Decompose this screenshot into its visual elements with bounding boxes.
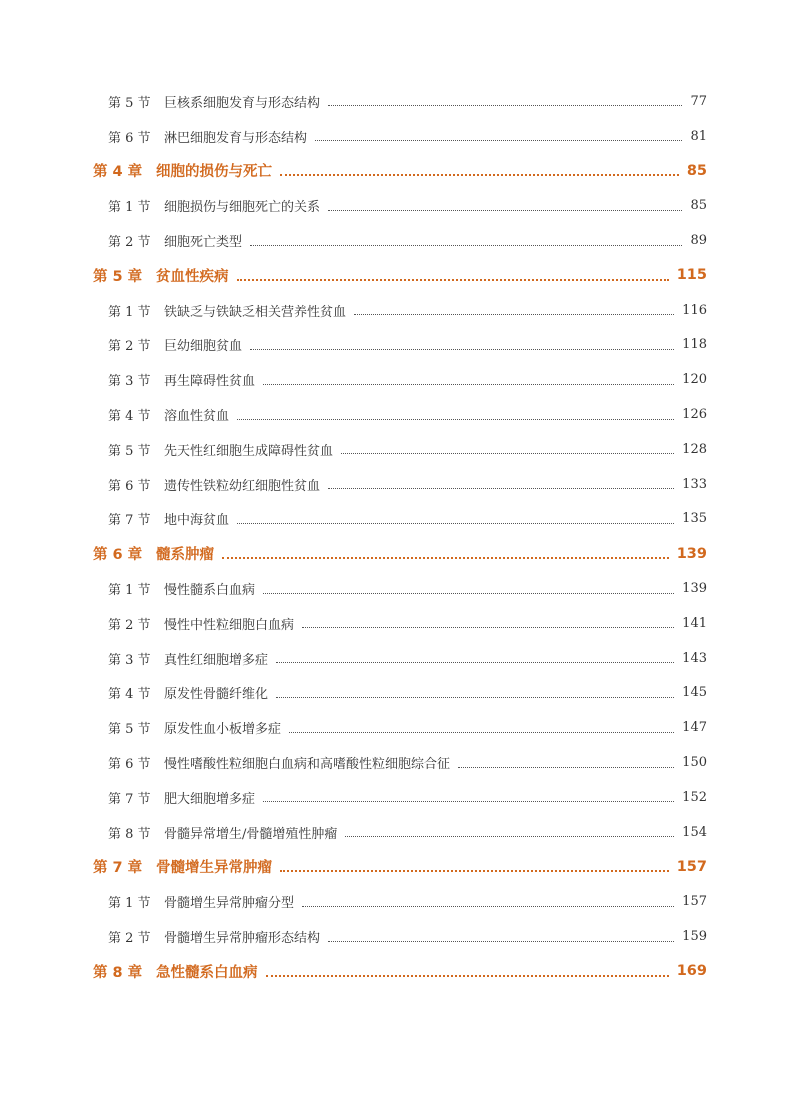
- dot-leader: [345, 835, 674, 837]
- dot-leader: [328, 487, 674, 489]
- section-number: 第 8 节: [108, 826, 151, 842]
- section-number: 第 6 节: [108, 130, 151, 146]
- section-title: 淋巴细胞发育与形态结构: [164, 130, 308, 146]
- section-title: 骨髓增生异常肿瘤形态结构: [164, 931, 321, 947]
- section-title: 原发性骨髓纤维化: [164, 687, 269, 703]
- toc-section-entry[interactable]: [0, 223, 800, 258]
- chapter-number: 第 6 章: [93, 547, 143, 564]
- section-title: 地中海贫血: [164, 513, 230, 529]
- toc-section-entry[interactable]: [0, 710, 800, 745]
- toc-chapter-entry[interactable]: [0, 154, 800, 189]
- dot-leader: [250, 348, 674, 350]
- dot-leader: [289, 731, 674, 733]
- toc-section-entry[interactable]: [0, 397, 800, 432]
- section-number: 第 4 节: [108, 409, 151, 425]
- toc-chapter-entry[interactable]: [0, 258, 800, 293]
- toc-section-entry[interactable]: [0, 815, 800, 850]
- section-number: 第 7 节: [108, 513, 151, 529]
- section-number: 第 1 节: [108, 896, 151, 912]
- page-number: 135: [682, 511, 707, 527]
- section-title: 细胞损伤与细胞死亡的关系: [164, 200, 321, 216]
- section-title: 先天性红细胞生成障碍性贫血: [164, 443, 334, 459]
- toc-section-entry[interactable]: [0, 293, 800, 328]
- toc-section-entry[interactable]: [0, 362, 800, 397]
- chapter-title: 细胞的损伤与死亡: [156, 164, 272, 181]
- section-title: 慢性髓系白血病: [164, 583, 256, 599]
- page-number: 139: [676, 545, 707, 562]
- dot-leader: [237, 278, 669, 281]
- chapter-title: 急性髓系白血病: [156, 964, 258, 981]
- dot-leader: [328, 104, 682, 106]
- section-title: 细胞死亡类型: [164, 235, 243, 251]
- toc-section-entry[interactable]: [0, 919, 800, 954]
- section-title: 慢性中性粒细胞白血病: [164, 617, 295, 633]
- dot-leader: [302, 905, 674, 907]
- section-number: 第 2 节: [108, 339, 151, 355]
- dot-leader: [266, 974, 669, 977]
- page-number: 157: [682, 894, 707, 910]
- section-title: 铁缺乏与铁缺乏相关营养性贫血: [164, 304, 347, 320]
- page-number: 133: [682, 476, 707, 492]
- page-number: 143: [682, 650, 707, 666]
- page-number: 128: [682, 441, 707, 457]
- section-title: 再生障碍性贫血: [164, 374, 256, 390]
- page-number: 115: [676, 267, 707, 284]
- chapter-number: 第 8 章: [93, 964, 143, 981]
- section-number: 第 2 节: [108, 235, 151, 251]
- section-number: 第 2 节: [108, 931, 151, 947]
- section-title: 骨髓异常增生/骨髓增殖性肿瘤: [164, 826, 338, 842]
- section-title: 巨幼细胞贫血: [164, 339, 243, 355]
- page-number: 152: [682, 789, 707, 805]
- toc-section-entry[interactable]: [0, 502, 800, 537]
- page-number: 118: [682, 337, 707, 353]
- toc-section-entry[interactable]: [0, 188, 800, 223]
- section-number: 第 1 节: [108, 304, 151, 320]
- section-number: 第 6 节: [108, 478, 151, 494]
- section-title: 真性红细胞增多症: [164, 652, 269, 668]
- toc-section-entry[interactable]: [0, 571, 800, 606]
- toc-section-entry[interactable]: [0, 606, 800, 641]
- page-number: 85: [690, 198, 707, 214]
- table-of-contents: [0, 84, 800, 989]
- dot-leader: [280, 173, 679, 176]
- toc-chapter-entry[interactable]: [0, 850, 800, 885]
- chapter-number: 第 7 章: [93, 860, 143, 877]
- page-number: 141: [682, 615, 707, 631]
- page-number: 89: [690, 233, 707, 249]
- page-number: 77: [690, 93, 707, 109]
- section-title: 原发性血小板增多症: [164, 722, 282, 738]
- toc-section-entry[interactable]: [0, 676, 800, 711]
- dot-leader: [263, 592, 674, 594]
- dot-leader: [328, 940, 674, 942]
- chapter-title: 髓系肿瘤: [156, 547, 214, 564]
- dot-leader: [250, 244, 682, 246]
- chapter-title: 骨髓增生异常肿瘤: [156, 860, 272, 877]
- dot-leader: [276, 696, 674, 698]
- dot-leader: [263, 800, 674, 802]
- toc-section-entry[interactable]: [0, 884, 800, 919]
- page-number: 85: [686, 162, 707, 179]
- section-title: 溶血性贫血: [164, 409, 230, 425]
- section-number: 第 5 节: [108, 722, 151, 738]
- page-number: 169: [676, 963, 707, 980]
- dot-leader: [302, 626, 674, 628]
- chapter-number: 第 5 章: [93, 268, 143, 285]
- section-title: 肥大细胞增多症: [164, 791, 256, 807]
- page-number: 157: [676, 858, 707, 875]
- section-title: 遗传性铁粒幼红细胞性贫血: [164, 478, 321, 494]
- toc-chapter-entry[interactable]: [0, 954, 800, 989]
- dot-leader: [237, 522, 674, 524]
- section-number: 第 5 节: [108, 95, 151, 111]
- section-number: 第 1 节: [108, 583, 151, 599]
- section-number: 第 7 节: [108, 791, 151, 807]
- dot-leader: [328, 209, 682, 211]
- dot-leader: [458, 766, 674, 768]
- dot-leader: [237, 418, 674, 420]
- toc-section-entry[interactable]: [0, 641, 800, 676]
- dot-leader: [341, 452, 674, 454]
- dot-leader: [354, 313, 674, 315]
- section-title: 巨核系细胞发育与形态结构: [164, 95, 321, 111]
- page-number: 154: [682, 824, 707, 840]
- chapter-number: 第 4 章: [93, 164, 143, 181]
- page-number: 159: [682, 929, 707, 945]
- page-number: 139: [682, 581, 707, 597]
- dot-leader: [263, 383, 674, 385]
- toc-section-entry[interactable]: [0, 328, 800, 363]
- page-number: 116: [682, 302, 707, 318]
- toc-section-entry[interactable]: [0, 84, 800, 119]
- dot-leader: [222, 556, 669, 559]
- page-number: 126: [682, 407, 707, 423]
- section-number: 第 3 节: [108, 652, 151, 668]
- toc-section-entry[interactable]: [0, 745, 800, 780]
- dot-leader: [315, 139, 682, 141]
- toc-section-entry[interactable]: [0, 467, 800, 502]
- section-number: 第 6 节: [108, 757, 151, 773]
- toc-section-entry[interactable]: [0, 432, 800, 467]
- section-number: 第 1 节: [108, 200, 151, 216]
- section-number: 第 2 节: [108, 617, 151, 633]
- dot-leader: [276, 661, 674, 663]
- dot-leader: [280, 869, 669, 872]
- toc-section-entry[interactable]: [0, 119, 800, 154]
- page-number: 145: [682, 685, 707, 701]
- page-number: 150: [682, 755, 707, 771]
- section-number: 第 5 节: [108, 443, 151, 459]
- page-number: 81: [690, 128, 707, 144]
- section-title: 慢性嗜酸性粒细胞白血病和高嗜酸性粒细胞综合征: [164, 757, 451, 773]
- section-number: 第 4 节: [108, 687, 151, 703]
- section-title: 骨髓增生异常肿瘤分型: [164, 896, 295, 912]
- page-number: 147: [682, 720, 707, 736]
- chapter-title: 贫血性疾病: [156, 268, 229, 285]
- toc-chapter-entry[interactable]: [0, 536, 800, 571]
- section-number: 第 3 节: [108, 374, 151, 390]
- toc-section-entry[interactable]: [0, 780, 800, 815]
- page-number: 120: [682, 372, 707, 388]
